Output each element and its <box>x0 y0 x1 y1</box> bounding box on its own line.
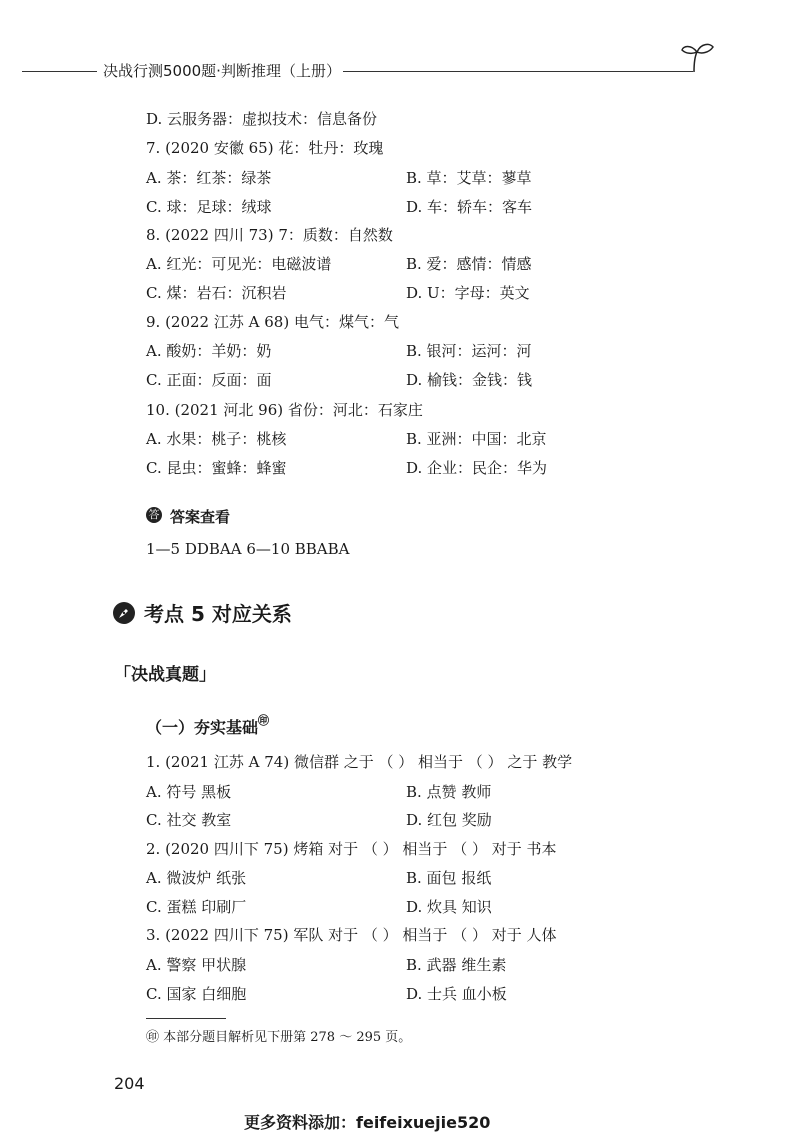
option-2b: B. 面包 报纸 <box>406 869 492 887</box>
question-7: 7. (2020 安徽 65) 花：牡丹：玫瑰 <box>146 139 384 157</box>
option-8d: D. U：字母：英文 <box>406 284 530 302</box>
question-3: 3. (2022 四川下 75) 军队 对于 （ ） 相当于 （ ） 对于 人体 <box>146 926 557 944</box>
page-number: 204 <box>114 1074 145 1093</box>
option-9d: D. 榆钱：金钱：钱 <box>406 371 533 389</box>
pen-nib-icon <box>113 602 135 624</box>
option-7d: D. 车：轿车：客车 <box>406 198 533 216</box>
option-7c: C. 球：足球：绒球 <box>146 198 272 216</box>
section-title: 考点 5 对应关系 <box>144 602 292 626</box>
footnote-rule <box>146 1018 226 1019</box>
promo-text: 更多资料添加：feifeixuejie520 <box>244 1113 491 1132</box>
option-line: D. 云服务器：虚拟技术：信息备份 <box>146 110 378 128</box>
option-7b: B. 草：艾草：蓼草 <box>406 169 532 187</box>
answer-icon: 答 <box>146 507 162 523</box>
question-10: 10. (2021 河北 96) 省份：河北：石家庄 <box>146 401 423 419</box>
option-10c: C. 昆虫：蜜蜂：蜂蜜 <box>146 459 287 477</box>
option-8c: C. 煤：岩石：沉积岩 <box>146 284 287 302</box>
question-9: 9. (2022 江苏 A 68) 电气：煤气：气 <box>146 313 399 331</box>
option-7a: A. 茶：红茶：绿茶 <box>146 169 272 187</box>
part-title <box>146 715 269 738</box>
option-1b: B. 点赞 教师 <box>406 783 492 801</box>
part-title-text: （一）夯实基础 <box>146 718 259 737</box>
option-3a: A. 警察 甲状腺 <box>146 956 247 974</box>
question-2: 2. (2020 四川下 75) 烤箱 对于 （ ） 相当于 （ ） 对于 书本 <box>146 840 557 858</box>
subsection-title: 「决战真题」 <box>114 665 216 685</box>
option-3d: D. 士兵 血小板 <box>406 985 507 1003</box>
answer-title: 答案查看 <box>170 508 231 526</box>
option-10b: B. 亚洲：中国：北京 <box>406 430 547 448</box>
option-2d: D. 炊具 知识 <box>406 898 492 916</box>
option-1a: A. 符号 黑板 <box>146 783 232 801</box>
footnote: ㊞ 本部分题目解析见下册第 278 ～ 295 页。 <box>146 1030 412 1045</box>
option-3c: C. 国家 白细胞 <box>146 985 247 1003</box>
question-8: 8. (2022 四川 73) 7：质数：自然数 <box>146 226 393 244</box>
option-8b: B. 爱：感情：情感 <box>406 255 532 273</box>
header-rule-left <box>22 71 97 72</box>
option-10d: D. 企业：民企：华为 <box>406 459 548 477</box>
option-1c: C. 社交 教室 <box>146 811 232 829</box>
option-3b: B. 武器 维生素 <box>406 956 507 974</box>
option-8a: A. 红光：可见光：电磁波谱 <box>146 255 332 273</box>
option-9c: C. 正面：反面：面 <box>146 371 272 389</box>
question-1: 1. (2021 江苏 A 74) 微信群 之于 （ ） 相当于 （ ） 之于 教学 <box>146 753 573 771</box>
option-10a: A. 水果：桃子：桃核 <box>146 430 287 448</box>
option-9a: A. 酸奶：羊奶：奶 <box>146 342 272 360</box>
header-rule-right <box>343 71 693 72</box>
option-2c: C. 蛋糕 印刷厂 <box>146 898 247 916</box>
option-9b: B. 银河：运河：河 <box>406 342 532 360</box>
answer-key: 1—5 DDBAA 6—10 BBABA <box>146 540 350 558</box>
sprout-icon <box>680 40 716 74</box>
option-2a: A. 微波炉 纸张 <box>146 869 247 887</box>
running-header-title: 决战行测5000题·判断推理（上册） <box>103 62 341 80</box>
footnote-mark-icon: ㊞ <box>258 714 270 727</box>
option-1d: D. 红包 奖励 <box>406 811 492 829</box>
